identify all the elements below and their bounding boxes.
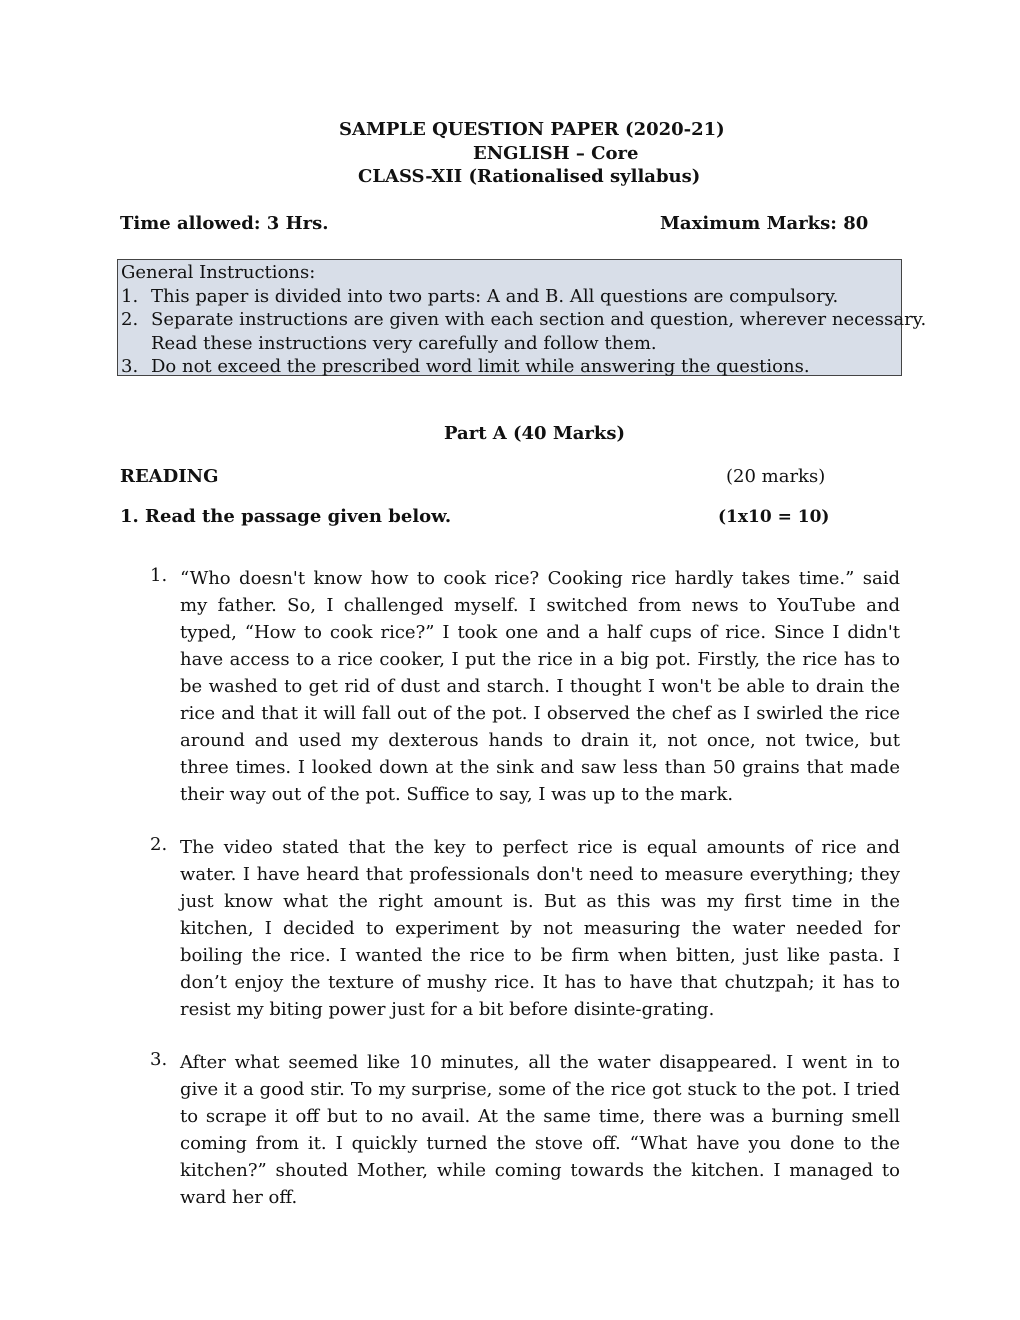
instruction-item bbox=[121, 355, 901, 379]
paper-subject: ENGLISH – Core bbox=[473, 143, 639, 164]
general-instructions-box bbox=[117, 259, 927, 377]
question-1-marks: (1x10 = 10) bbox=[718, 507, 830, 527]
general-instructions-heading: General Instructions: bbox=[121, 262, 316, 283]
instruction-continuation: Read these instructions very carefully and follow them. bbox=[151, 332, 657, 354]
question-1: 1. Read the passage given below. bbox=[120, 506, 452, 527]
instruction-number: 3. bbox=[121, 356, 139, 377]
passage-paragraph: After what seemed like 10 minutes, all the water disappeared. I went in to give it a good stir. To my surprise, some of the rice got stuck to the pot. I tried to scrape it off but to no avail. At the same time, there was a burning smell coming from it. I quickly turned the stove off. “What have you done to the kitchen?” shouted Mother, while coming towards the kitchen. I managed to ward her off. bbox=[180, 1052, 900, 1208]
part-a-title: Part A (40 Marks) bbox=[444, 423, 626, 444]
section-reading: READING bbox=[120, 466, 219, 487]
instruction-text: Separate instructions are given with each section and question, wherever necessary. bbox=[151, 309, 927, 330]
paragraph-number: 2. bbox=[150, 834, 168, 855]
instruction-text: Do not exceed the prescribed word limit while answering the questions. bbox=[151, 356, 810, 377]
passage-paragraph: The video stated that the key to perfect rice is equal amounts of rice and water. I have heard that professionals don't need to measure everything; they just know what the right amount is. But as this was my first time in the kitchen, I decided to experiment by not measuring the water needed for boiling the rice. I wanted the rice to be firm when bitten, just like pasta. I don’t enjoy the texture of mushy rice. It has to have that chutzpah; it has to resist my biting power just for a bit before disinte-grating. bbox=[180, 837, 900, 1020]
instruction-item bbox=[121, 285, 901, 309]
instruction-number: 2. bbox=[121, 309, 139, 330]
instruction-text: This paper is divided into two parts: A and B. All questions are compulsory. bbox=[151, 285, 839, 307]
instruction-number: 1. bbox=[121, 285, 139, 307]
maximum-marks: Maximum Marks: 80 bbox=[660, 213, 869, 234]
instruction-item bbox=[121, 308, 927, 332]
passage-paragraph: “Who doesn't know how to cook rice? Cooking rice hardly takes time.” said my father. So, I challenged myself. I switched from news to YouTube and typed, “How to cook rice?” I took one and a half cups of rice. Since I didn't have access to a rice cooker, I put the rice in a big pot. Firstly, the rice has to be washed to get rid of dust and starch. I thought I won't be able to drain the rice and that it will fall out of the pot. I observed the chef as I swirled the rice around and used my dexterous hands to drain it, not once, not twice, but three times. I looked down at the sink and saw less than 50 grains that made their way out of the pot. Suffice to say, I was up to the mark. bbox=[180, 568, 900, 805]
paragraph-number: 3. bbox=[150, 1049, 168, 1070]
section-marks: (20 marks) bbox=[726, 466, 826, 487]
paper-title: SAMPLE QUESTION PAPER (2020-21) bbox=[339, 119, 725, 140]
paragraph-number: 1. bbox=[150, 565, 168, 586]
time-allowed: Time allowed: 3 Hrs. bbox=[120, 213, 329, 234]
paper-class: CLASS-XII (Rationalised syllabus) bbox=[358, 166, 701, 187]
